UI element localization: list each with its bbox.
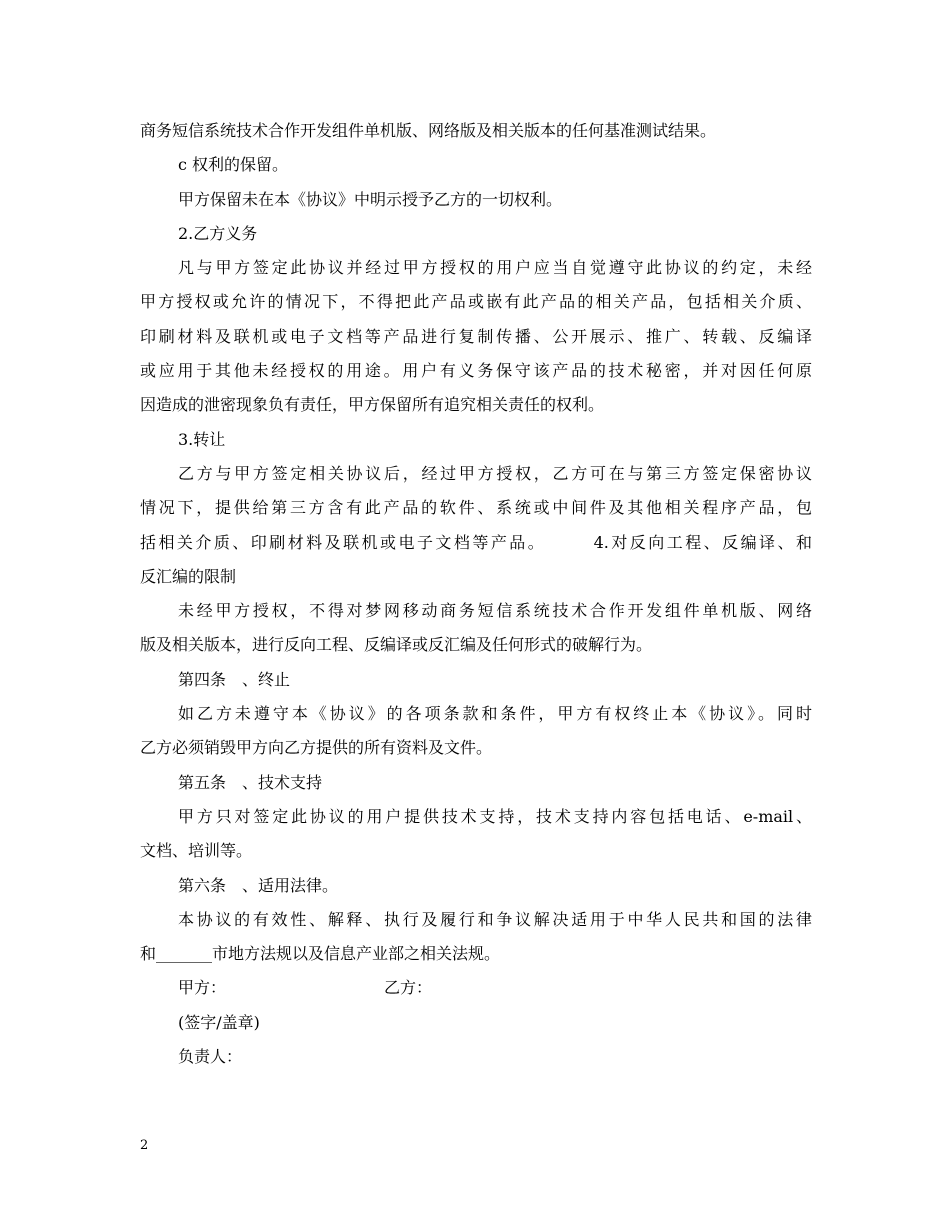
body-lines: [140, 114, 812, 971]
paragraph-line: 2.乙方义务: [178, 223, 258, 243]
paragraph-line: 第五条 、技术支持: [178, 772, 323, 792]
paragraph-line: c 权利的保留。: [178, 155, 289, 175]
page-number: 2: [140, 1138, 149, 1153]
paragraph-line: 未经甲方授权，不得对梦网移动商务短信系统技术合作开发组件单机版、网络: [178, 601, 812, 621]
paragraph-line: 商务短信系统技术合作开发组件单机版、网络版及相关版本的任何基准测试结果。: [140, 121, 717, 140]
paragraph-line: 括相关介质、印刷材料及联机或电子文档等产品。 4.对反向工程、反编译、和: [140, 532, 812, 552]
paragraph-line: 凡与甲方签定此协议并经过甲方授权的用户应当自觉遵守此协议的约定，未经: [178, 258, 812, 278]
paragraph-line: 因造成的泄密现象负有责任，甲方保留所有追究相关责任的权利。: [140, 395, 605, 415]
paragraph-line: 文档、培训等。: [140, 841, 253, 861]
party-b-label: 乙方：: [384, 978, 433, 998]
paragraph-line: 版及相关版本，进行反向工程、反编译或反汇编及任何形式的破解行为。: [140, 635, 653, 655]
paragraph-line: 印刷材料及联机或电子文档等产品进行复制传播、公开展示、推广、转载、反编译: [140, 326, 812, 346]
paragraph-line: 乙方与甲方签定相关协议后，经过甲方授权，乙方可在与第三方签定保密协议: [178, 463, 812, 483]
document-body: [140, 114, 812, 1074]
paragraph-line: 3.转让: [178, 429, 226, 449]
paragraph-line: 情况下，提供给第三方含有此产品的软件、系统或中间件及其他相关程序产品，包: [140, 498, 812, 518]
sign-note: (签字/盖章): [178, 1012, 260, 1032]
paragraph-line: 甲方保留未在本《协议》中明示授予乙方的一切权利。: [178, 189, 563, 209]
responsible-label: 负责人：: [178, 1047, 243, 1067]
paragraph-line: 甲方只对签定此协议的用户提供技术支持，技术支持内容包括电话、e-mail、: [178, 806, 812, 826]
paragraph-line: 乙方必须销毁甲方向乙方提供的所有资料及文件。: [140, 738, 493, 758]
paragraph-line: 第四条 、终止: [178, 669, 291, 689]
paragraph-line: 第六条 、适用法律。: [178, 875, 339, 895]
paragraph-line: 如乙方未遵守本《协议》的各项条款和条件，甲方有权终止本《协议》。同时: [178, 704, 812, 724]
paragraph-line: 甲方授权或允许的情况下，不得把此产品或嵌有此产品的相关产品，包括相关介质、: [140, 292, 812, 312]
paragraph-line: 或应用于其他未经授权的用途。用户有义务保守该产品的技术秘密，并对因任何原: [140, 361, 812, 381]
signature-row: [140, 971, 812, 1005]
paragraph-line: 本协议的有效性、解释、执行及履行和争议解决适用于中华人民共和国的法律: [178, 909, 812, 929]
party-a-label: 甲方：: [178, 978, 227, 998]
paragraph-line: 和_______市地方法规以及信息产业部之相关法规。: [140, 944, 501, 964]
paragraph-line: 反汇编的限制: [140, 566, 237, 586]
